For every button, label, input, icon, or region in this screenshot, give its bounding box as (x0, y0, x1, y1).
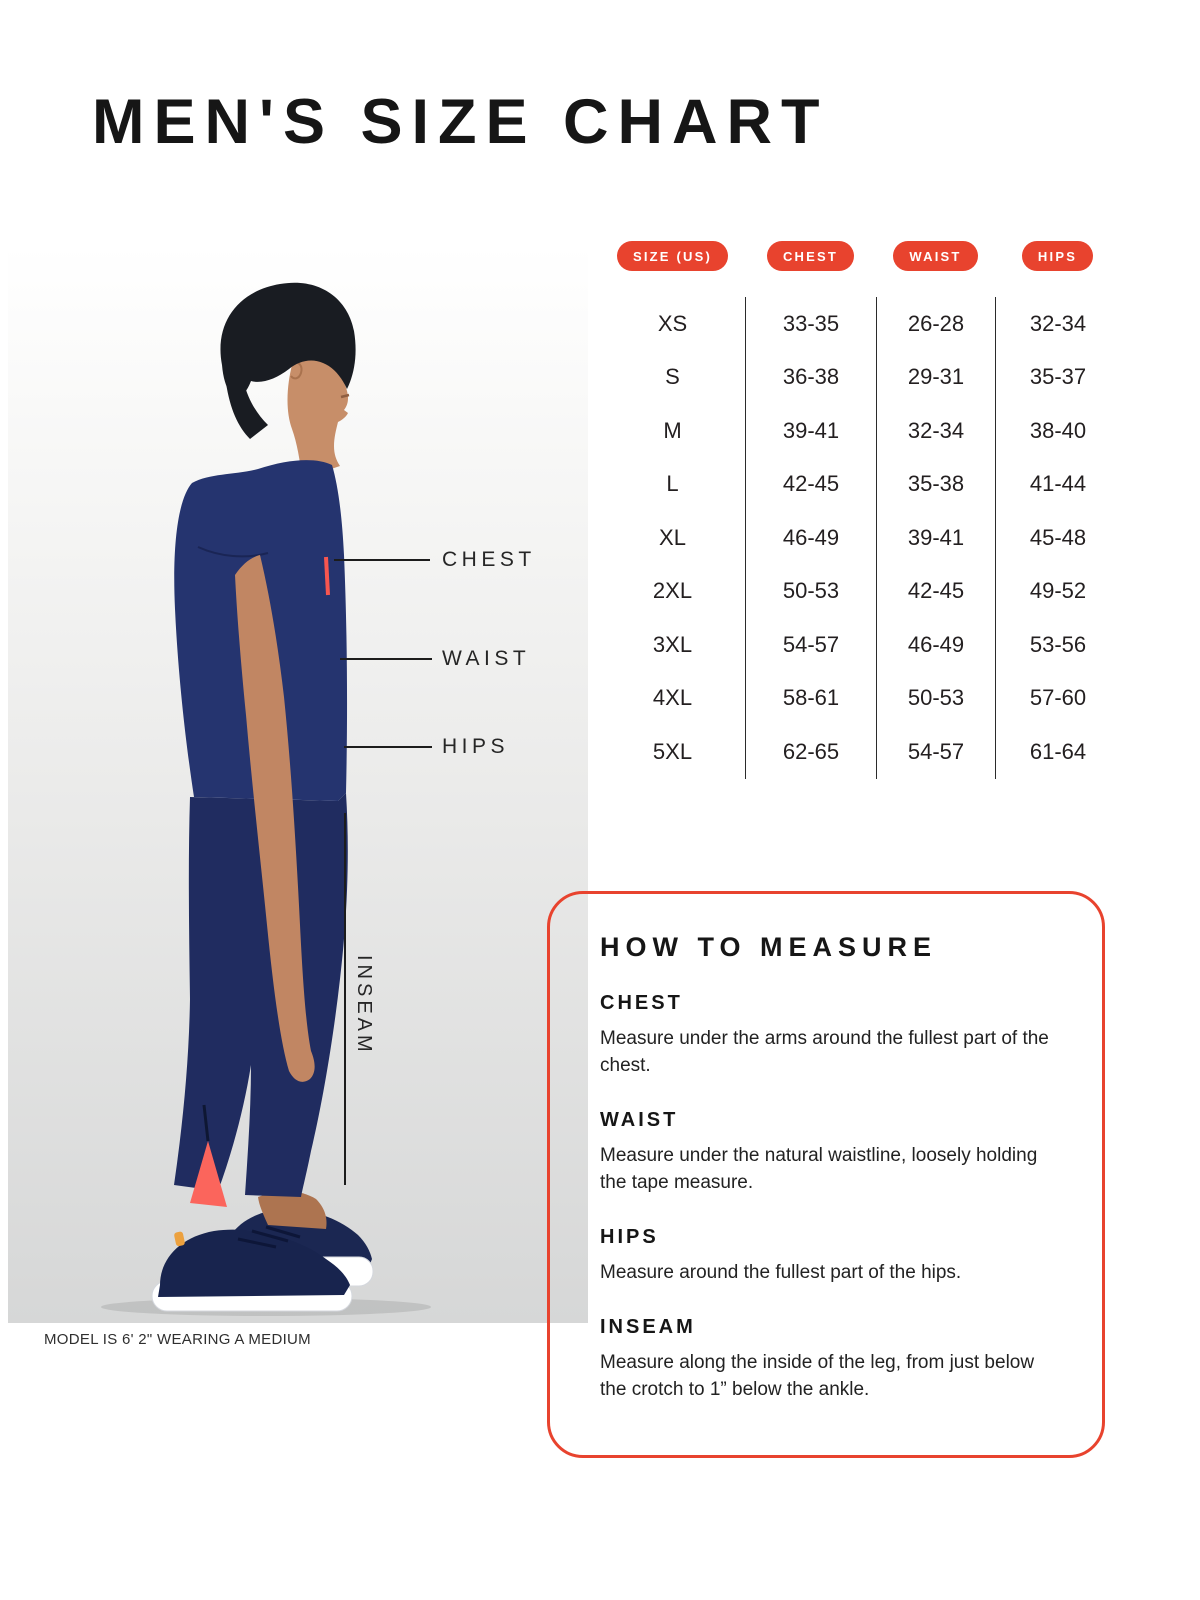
hips-value-cell: 57-60 (995, 672, 1120, 726)
column-header-pill: CHEST (767, 241, 854, 271)
hips-callout-line (344, 746, 432, 748)
size-label-cell: M (663, 417, 682, 443)
measure-section (600, 1226, 1064, 1287)
column-header-cell (745, 241, 876, 271)
model-illustration (8, 245, 588, 1323)
column-header-pill: SIZE (US) (617, 241, 728, 271)
waist-value-cell: 50-53 (876, 672, 995, 726)
size-label-cell: 5XL (652, 738, 693, 764)
column-header-cell (995, 241, 1120, 271)
column-header-pill: WAIST (893, 241, 977, 271)
size-table-body (600, 297, 1120, 779)
chest-callout-line (334, 559, 430, 561)
hips-value-cell: 41-44 (995, 458, 1120, 512)
chest-value-cell: 46-49 (745, 511, 876, 565)
waist-value-cell: 39-41 (876, 511, 995, 565)
heel-tab (174, 1231, 186, 1247)
hips-value-cell: 53-56 (995, 618, 1120, 672)
size-label-cell: XL (659, 524, 686, 550)
measure-section (600, 992, 1064, 1080)
hips-value-cell: 35-37 (995, 351, 1120, 405)
measure-section-heading: INSEAM (600, 1315, 696, 1338)
waist-value-cell: 42-45 (876, 565, 995, 619)
chest-value-cell: 39-41 (745, 404, 876, 458)
how-to-measure-title: HOW TO MEASURE (600, 932, 938, 962)
measure-section (600, 1109, 1064, 1197)
waist-value-cell: 35-38 (876, 458, 995, 512)
hair-nape (226, 383, 268, 439)
chest-value-cell: 36-38 (745, 351, 876, 405)
waist-callout-label: WAIST (442, 647, 531, 670)
size-label-cell: S (665, 364, 680, 390)
measure-section-text: Measure under the natural waistline, loosely holding the tape measure. (600, 1144, 1038, 1193)
ankle-skin (258, 1191, 327, 1229)
size-label-cell: XS (657, 310, 688, 336)
column-header-cell (876, 241, 995, 271)
waist-value-cell: 26-28 (876, 297, 995, 351)
hips-callout-label: HIPS (442, 735, 510, 758)
hips-value-cell: 32-34 (995, 297, 1120, 351)
measure-section-text: Measure around the fullest part of the hips. (600, 1261, 962, 1283)
waist-value-cell: 46-49 (876, 618, 995, 672)
size-label-cell: L (666, 471, 679, 497)
size-label-cell: 2XL (652, 578, 693, 604)
how-to-measure-panel (547, 891, 1105, 1458)
inseam-callout-label: INSEAM (353, 955, 375, 1056)
pocket-trim (326, 557, 328, 595)
measure-section (600, 1316, 1064, 1404)
size-label-cell: 3XL (652, 631, 693, 657)
measure-section-text: Measure under the arms around the fullest part of the chest. (600, 1028, 1049, 1076)
hips-value-cell: 61-64 (995, 725, 1120, 779)
measure-section-heading: WAIST (600, 1108, 679, 1131)
inseam-callout-line (344, 813, 346, 1185)
chest-value-cell: 50-53 (745, 565, 876, 619)
measure-section-heading: HIPS (600, 1225, 659, 1248)
page-title: MEN'S SIZE CHART (92, 87, 829, 157)
column-header-pill: HIPS (1022, 241, 1093, 271)
size-table (600, 241, 1120, 779)
model-caption: MODEL IS 6' 2" WEARING A MEDIUM (44, 1331, 311, 1348)
chest-value-cell: 62-65 (745, 725, 876, 779)
chest-value-cell: 58-61 (745, 672, 876, 726)
waist-value-cell: 32-34 (876, 404, 995, 458)
column-header-cell (600, 241, 745, 271)
size-table-header (600, 241, 1120, 271)
hips-value-cell: 38-40 (995, 404, 1120, 458)
measure-section-heading: CHEST (600, 992, 683, 1014)
size-label-cell: 4XL (652, 685, 693, 711)
chest-callout-label: CHEST (442, 548, 536, 571)
chest-value-cell: 42-45 (745, 458, 876, 512)
waist-value-cell: 54-57 (876, 725, 995, 779)
measure-section-text: Measure along the inside of the leg, from just below the crotch to 1” below the ankle. (600, 1351, 1035, 1400)
hips-value-cell: 49-52 (995, 565, 1120, 619)
waist-callout-line (340, 658, 432, 660)
hips-value-cell: 45-48 (995, 511, 1120, 565)
waist-value-cell: 29-31 (876, 351, 995, 405)
model-photo (8, 245, 588, 1323)
chest-value-cell: 54-57 (745, 618, 876, 672)
how-to-measure-sections (600, 992, 1064, 1404)
chest-value-cell: 33-35 (745, 297, 876, 351)
